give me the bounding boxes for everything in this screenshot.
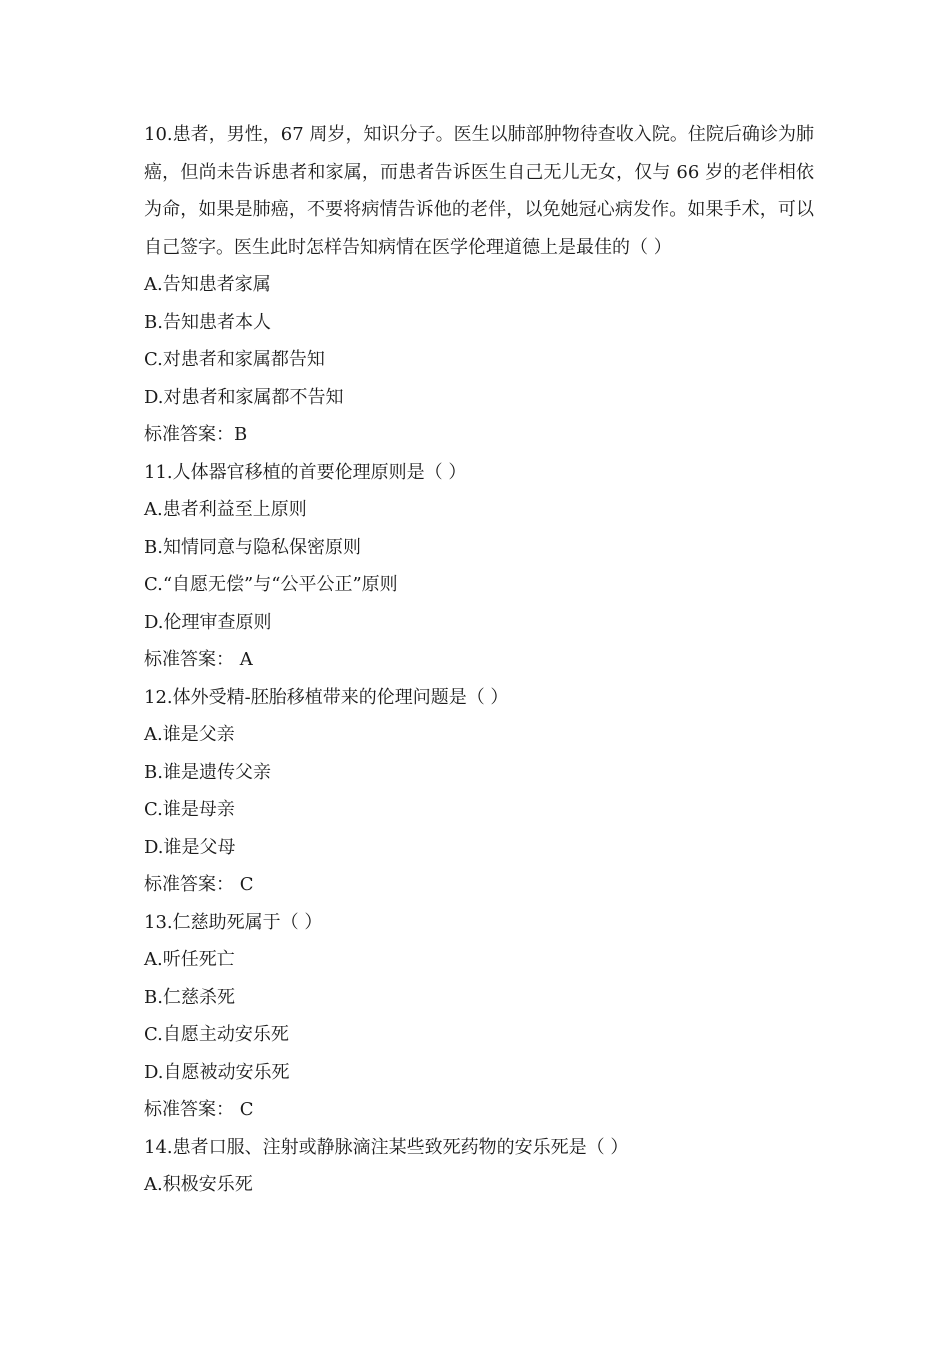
question-13-option-a: A.听任死亡 <box>144 949 235 970</box>
question-13-option-b: B.仁慈杀死 <box>144 986 235 1008</box>
question-11-option-a: A.患者利益至上原则 <box>144 499 307 520</box>
question-12-answer: 标准答案： C <box>144 874 254 895</box>
question-13-option-d: D.自愿被动安乐死 <box>144 1061 290 1083</box>
question-14-option-a: A.积极安乐死 <box>144 1174 253 1195</box>
question-10-option-c: C.对患者和家属都告知 <box>144 349 325 370</box>
question-12-option-b: B.谁是遗传父亲 <box>144 761 271 783</box>
question-10-stem: 10.患者，男性，67 周岁，知识分子。医生以肺部肿物待查收入院。住院后确诊为肺癌，但尚未告诉患者和家属，而患者告诉医生自己无儿无女，仅与 66 岁的老伴相依为命，如果是肺癌，不要将病情告诉他的老伴，以免她冠心病发作。如果手术，可以自己签字。医生此时怎样告知病情在医学伦理道德上是最佳的（ ） <box>144 124 814 258</box>
question-12-stem: 12.体外受精-胚胎移植带来的伦理问题是（ ） <box>144 686 509 708</box>
question-10-option-a: A.告知患者家属 <box>144 274 271 295</box>
question-11-option-c: C.“自愿无偿”与“公平公正”原则 <box>144 574 398 595</box>
question-11-option-d: D.伦理审查原则 <box>144 611 272 633</box>
document-page <box>144 116 814 1204</box>
question-13-option-c: C.自愿主动安乐死 <box>144 1024 289 1045</box>
question-13-stem: 13.仁慈助死属于（ ） <box>144 911 323 933</box>
question-12-option-a: A.谁是父亲 <box>144 724 235 745</box>
question-12-option-d: D.谁是父母 <box>144 836 236 858</box>
question-10-option-b: B.告知患者本人 <box>144 311 271 333</box>
question-10-answer: 标准答案：B <box>144 424 248 445</box>
question-11-stem: 11.人体器官移植的首要伦理原则是（ ） <box>144 461 467 483</box>
question-12-option-c: C.谁是母亲 <box>144 799 235 820</box>
question-11-answer: 标准答案： A <box>144 649 253 670</box>
question-11-option-b: B.知情同意与隐私保密原则 <box>144 536 361 558</box>
question-13-answer: 标准答案： C <box>144 1099 254 1120</box>
question-14-stem: 14.患者口服、注射或静脉滴注某些致死药物的安乐死是（ ） <box>144 1136 629 1158</box>
question-10-option-d: D.对患者和家属都不告知 <box>144 386 344 408</box>
